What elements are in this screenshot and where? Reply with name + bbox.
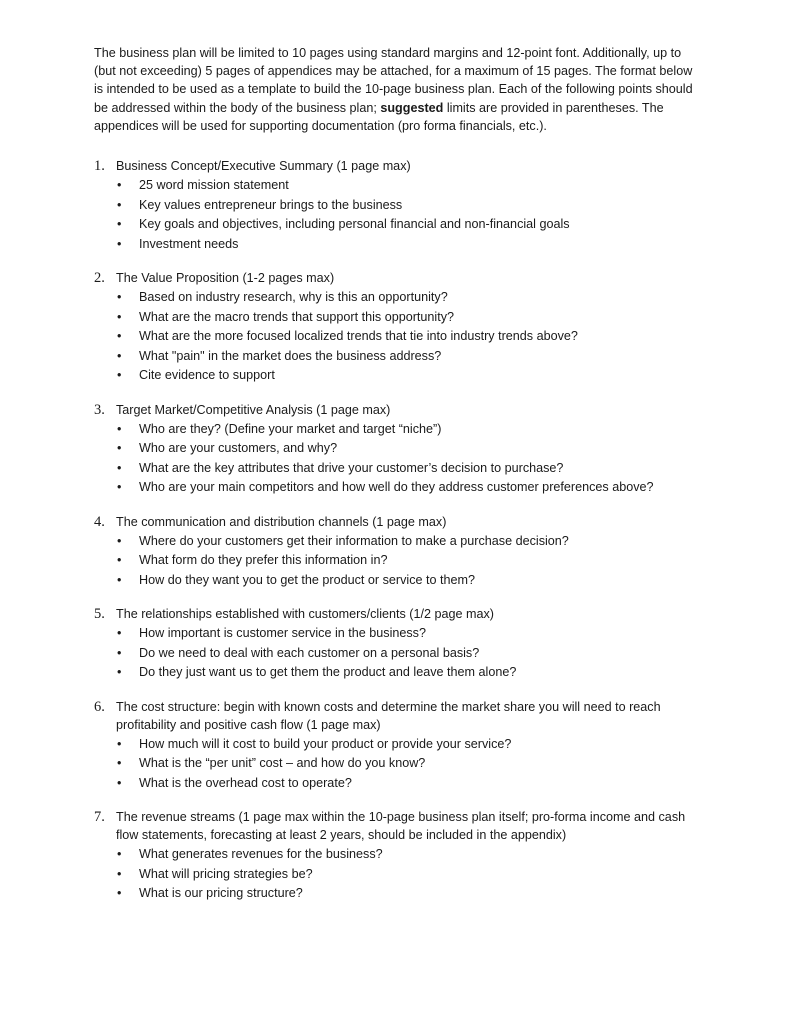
section-number: 3. [94,401,105,418]
bullet-text: What are the more focused localized trends that tie into industry trends above? [139,329,578,344]
section-1 [94,157,704,254]
section-title: Business Concept/Executive Summary (1 page max) [116,159,411,174]
bullet-item [116,571,704,591]
bullet-icon: • [117,533,122,548]
bullet-text: Investment needs [139,236,239,251]
bullet-item [116,754,704,774]
bullet-text: Who are your main competitors and how well do they address customer preferences above? [139,480,654,495]
bullet-text: What is the overhead cost to operate? [139,775,352,790]
bullet-item [116,420,704,440]
bullet-item [116,439,704,459]
intro-paragraph [94,44,704,135]
section-title: Target Market/Competitive Analysis (1 page max) [116,402,391,417]
bullet-text: What form do they prefer this information in? [139,553,388,568]
bullet-item [116,624,704,644]
section-2 [94,269,704,386]
bullet-list [116,624,704,683]
bullet-item [116,865,704,885]
intro-text-part-2: limits are provided in parentheses. The appendices will be used for supporting documentation (pro forma financials, etc.). [94,100,664,133]
bullet-item [116,215,704,235]
bullet-icon: • [117,645,122,660]
bullet-icon: • [117,368,122,383]
bullet-item [116,845,704,865]
bullet-text: Who are your customers, and why? [139,441,338,456]
bullet-text: How do they want you to get the product or service to them? [139,572,476,587]
bullet-icon: • [117,886,122,901]
bullet-text: What generates revenues for the business? [139,847,383,862]
section-6 [94,698,704,794]
bullet-item [116,235,704,255]
bullet-item [116,774,704,794]
bullet-text: Key values entrepreneur brings to the business [139,197,403,212]
section-number: 6. [94,698,105,715]
bullet-list [116,420,704,498]
bullet-text: What are the macro trends that support this opportunity? [139,309,455,324]
bullet-icon: • [117,847,122,862]
bullet-icon: • [117,348,122,363]
section-number: 1. [94,158,105,175]
bullet-item [116,347,704,367]
bullet-icon: • [117,553,122,568]
bullet-item [116,551,704,571]
bullet-text: Who are they? (Define your market and target “niche”) [139,421,442,436]
section-number: 2. [94,270,105,287]
section-4 [94,513,704,591]
bullet-item [116,288,704,308]
bullet-text: Based on industry research, why is this an opportunity? [139,290,448,305]
section-3 [94,401,704,498]
section-7 [94,808,704,904]
bullet-icon: • [117,572,122,587]
section-number: 5. [94,606,105,623]
bullet-icon: • [117,866,122,881]
bullet-text: Do we need to deal with each customer on a personal basis? [139,645,480,660]
bullet-icon: • [117,460,122,475]
bullet-icon: • [117,775,122,790]
section-title: The cost structure: begin with known costs and determine the market share you will need to reach profitability and positive cash flow (1 page max) [116,699,661,732]
section-title: The revenue streams (1 page max within the 10-page business plan itself; pro-forma income and cash flow statements, forecasting at least 2 years, should be included in the appendix) [116,810,686,843]
bullet-text: 25 word mission statement [139,178,289,193]
bullet-text: How much will it cost to build your product or provide your service? [139,736,512,751]
bullet-icon: • [117,217,122,232]
bullet-text: What "pain" in the market does the business address? [139,348,442,363]
bullet-item [116,308,704,328]
bullet-item [116,176,704,196]
bullet-icon: • [117,736,122,751]
bullet-text: How important is customer service in the business? [139,626,426,641]
bullet-item [116,735,704,755]
bullet-icon: • [117,626,122,641]
bullet-item [116,663,704,683]
bullet-icon: • [117,329,122,344]
bullet-item [116,327,704,347]
bullet-text: What will pricing strategies be? [139,866,313,881]
bullet-icon: • [117,480,122,495]
section-number: 4. [94,513,105,530]
bullet-item [116,366,704,386]
bullet-item [116,884,704,904]
bullet-icon: • [117,421,122,436]
bullet-item [116,196,704,216]
section-title: The Value Proposition (1-2 pages max) [116,271,335,286]
bullet-list [116,176,704,254]
document-page [94,44,704,904]
bullet-list [116,735,704,794]
bullet-icon: • [117,309,122,324]
section-number: 7. [94,809,105,826]
bullet-text: What are the key attributes that drive your customer’s decision to purchase? [139,460,564,475]
bullet-item [116,532,704,552]
section-5 [94,605,704,683]
bullet-text: Key goals and objectives, including personal financial and non-financial goals [139,217,570,232]
bullet-text: What is the “per unit” cost – and how do you know? [139,756,426,771]
bullet-icon: • [117,236,122,251]
bullet-icon: • [117,756,122,771]
bullet-icon: • [117,290,122,305]
bullet-list [116,288,704,386]
bullet-text: Where do your customers get their information to make a purchase decision? [139,533,569,548]
intro-text-part-1: The business plan will be limited to 10 pages using standard margins and 12-point font. Additionally, up to (but not exceeding) 5 pages of appendices may be attached, for a maximum of 15 pages. The format below is intended to be used as a template to build the 10-page business plan. Each of the following points should be addressed within the body of the business plan; [94,46,693,115]
bullet-list [116,532,704,591]
section-title: The relationships established with customers/clients (1/2 page max) [116,607,494,622]
bullet-icon: • [117,665,122,680]
section-title: The communication and distribution channels (1 page max) [116,514,447,529]
intro-emphasis: suggested [380,100,444,115]
bullet-text: Cite evidence to support [139,368,275,383]
section-list [94,157,704,904]
bullet-item [116,459,704,479]
bullet-item [116,478,704,498]
bullet-text: What is our pricing structure? [139,886,303,901]
bullet-icon: • [117,197,122,212]
bullet-text: Do they just want us to get them the product and leave them alone? [139,665,517,680]
bullet-list [116,845,704,904]
bullet-item [116,644,704,664]
bullet-icon: • [117,178,122,193]
bullet-icon: • [117,441,122,456]
